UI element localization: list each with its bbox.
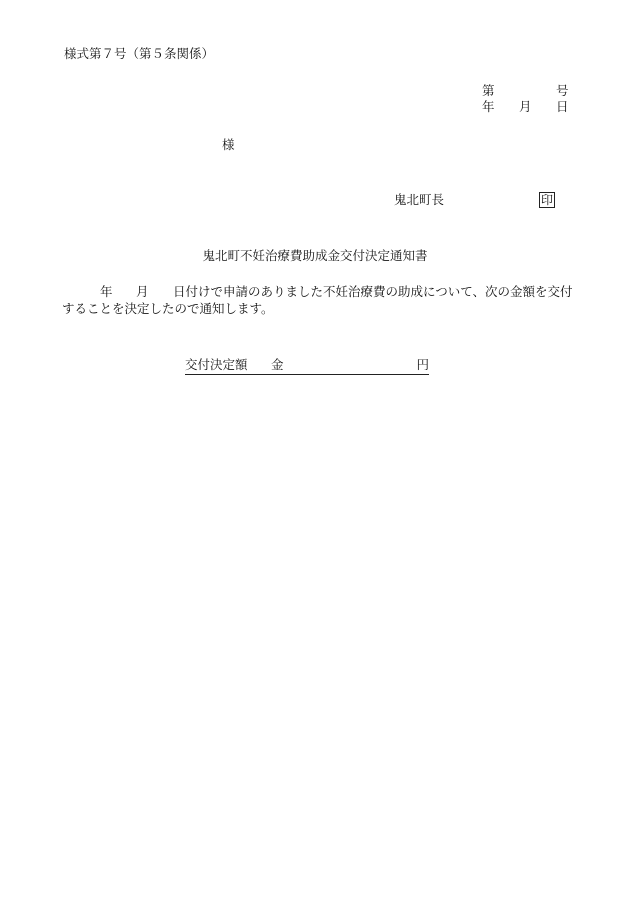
grant-amount-row <box>185 359 429 375</box>
body-year-label: 年 <box>100 284 113 299</box>
doc-number-prefix: 第 <box>482 83 495 98</box>
date-year-label: 年 <box>482 99 495 114</box>
date-month-label: 月 <box>519 99 532 114</box>
doc-number-suffix: 号 <box>556 83 569 98</box>
grant-amount-currency-prefix: 金 <box>271 357 284 372</box>
grant-amount-unit: 円 <box>416 357 429 372</box>
date-day-label: 日 <box>556 99 569 114</box>
form-number: 様式第７号（第５条関係） <box>64 46 215 61</box>
body-line-1-text: 日付けで申請のありました不妊治療費の助成について、次の金額を交付 <box>173 284 573 299</box>
issuer-title: 鬼北町長 <box>394 192 445 207</box>
notice-title: 鬼北町不妊治療費助成金交付決定通知書 <box>202 248 428 263</box>
body-line-2: することを決定したので通知します。 <box>62 301 274 316</box>
grant-amount-label: 交付決定額 <box>185 357 248 372</box>
body-month-label: 月 <box>136 284 149 299</box>
recipient-honorific: 様 <box>222 137 235 152</box>
seal-mark: 印 <box>541 193 554 207</box>
